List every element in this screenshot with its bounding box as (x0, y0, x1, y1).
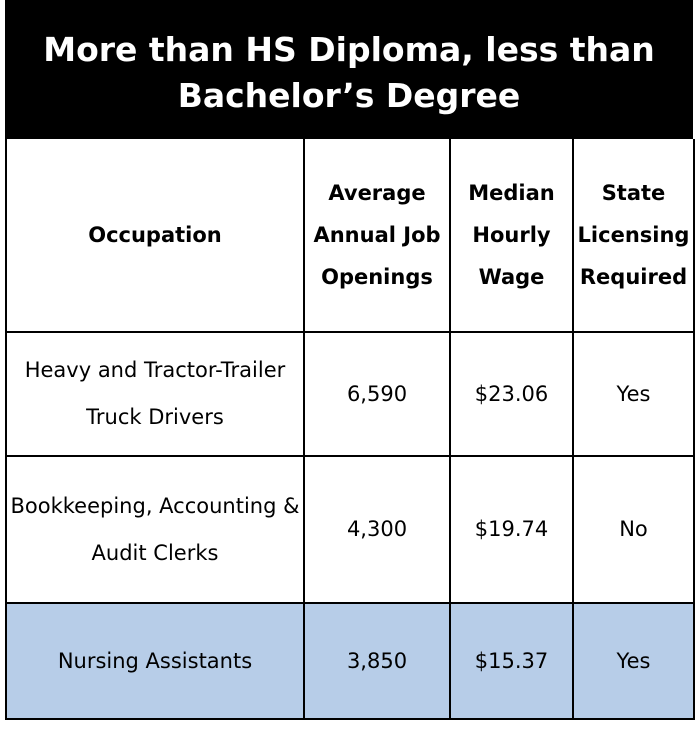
cell-licensing: Yes (573, 603, 694, 719)
header-row (6, 139, 694, 332)
table-row (6, 456, 694, 603)
header-wage: Median Hourly Wage (450, 139, 573, 332)
occupation-table-panel (5, 0, 693, 724)
cell-wage: $15.37 (450, 603, 573, 719)
cell-occupation: Heavy and Tractor-Trailer Truck Drivers (6, 332, 304, 456)
cell-wage: $23.06 (450, 332, 573, 456)
header-occupation: Occupation (6, 139, 304, 332)
cell-occupation: Nursing Assistants (6, 603, 304, 719)
table-row-highlighted (6, 603, 694, 719)
table-row (6, 332, 694, 456)
cell-openings: 6,590 (304, 332, 450, 456)
cell-openings: 4,300 (304, 456, 450, 603)
cell-licensing: No (573, 456, 694, 603)
header-licensing: State Licensing Required (573, 139, 694, 332)
table-title: More than HS Diploma, less than Bachelor’s Degree (5, 0, 693, 139)
cell-wage: $19.74 (450, 456, 573, 603)
cell-openings: 3,850 (304, 603, 450, 719)
header-openings: Average Annual Job Openings (304, 139, 450, 332)
cell-occupation: Bookkeeping, Accounting & Audit Clerks (6, 456, 304, 603)
occupation-table (5, 139, 695, 720)
cell-licensing: Yes (573, 332, 694, 456)
